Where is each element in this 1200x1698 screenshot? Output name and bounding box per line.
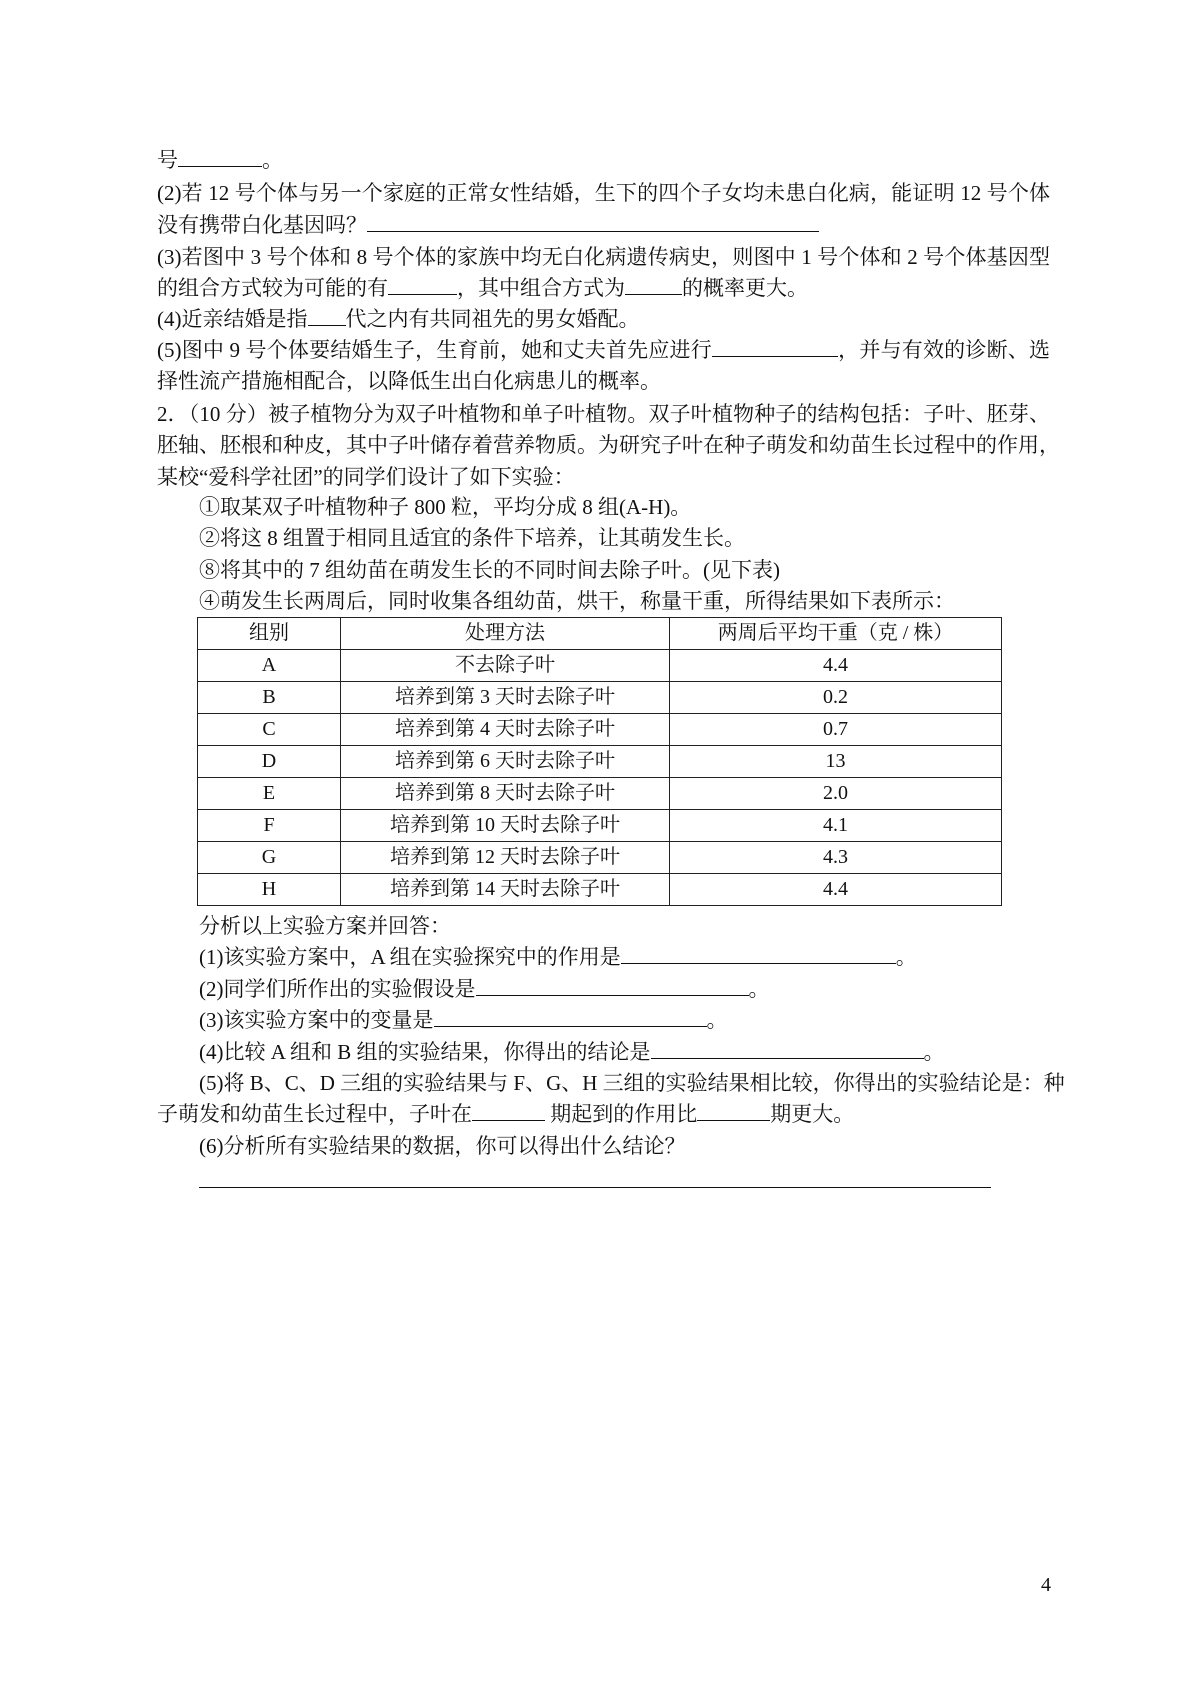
table-row (198, 874, 1002, 906)
cell-group: G (198, 842, 341, 874)
text-segment: (1)该实验方案中，A 组在实验探究中的作用是 (199, 945, 621, 969)
text-segment: ④萌发生长两周后，同时收集各组幼苗，烘干，称量干重，所得结果如下表所示： (199, 589, 955, 613)
header-group: 组别 (198, 618, 341, 650)
answer-blank[interactable] (367, 209, 819, 232)
answer-blank[interactable] (625, 272, 682, 295)
text-segment: 分析以上实验方案并回答： (199, 914, 451, 938)
text-segment: 。 (748, 977, 770, 1001)
cell-group: H (198, 874, 341, 906)
text-line (199, 1130, 685, 1162)
cell-treatment: 培养到第 3 天时去除子叶 (341, 682, 670, 714)
answer-blank[interactable] (434, 1004, 707, 1027)
text-line (199, 585, 955, 617)
cell-dry-weight: 0.7 (670, 714, 1002, 746)
text-line (199, 941, 917, 973)
cell-treatment: 培养到第 4 天时去除子叶 (341, 714, 670, 746)
text-segment: 胚轴、胚根和种皮，其中子叶储存着营养物质。为研究子叶在种子萌发和幼苗生长过程中的作用， (157, 433, 1060, 457)
text-segment: 没有携带白化基因吗？ (157, 213, 367, 237)
cell-dry-weight: 2.0 (670, 778, 1002, 810)
text-line (157, 461, 575, 493)
text-segment: 。 (895, 945, 917, 969)
answer-blank[interactable] (621, 941, 896, 964)
text-segment: (3)该实验方案中的变量是 (199, 1008, 434, 1032)
answer-blank[interactable] (178, 144, 262, 167)
text-line (199, 1067, 1065, 1099)
answer-blank[interactable] (388, 272, 457, 295)
text-segment: 2．（10 分）被子植物分为双子叶植物和单子叶植物。双子叶植物种子的结构包括：子叶、胚芽、 (157, 402, 1050, 426)
cell-dry-weight: 4.1 (670, 810, 1002, 842)
text-segment: 子萌发和幼苗生长过程中，子叶在 (157, 1102, 472, 1126)
text-line (157, 334, 1050, 366)
text-line (199, 1004, 728, 1036)
text-segment: 期更大。 (770, 1102, 855, 1126)
header-treatment: 处理方法 (341, 618, 670, 650)
cell-treatment: 培养到第 12 天时去除子叶 (341, 842, 670, 874)
cell-treatment: 培养到第 8 天时去除子叶 (341, 778, 670, 810)
text-segment: 号 (157, 148, 178, 172)
table-row (198, 650, 1002, 682)
table-row (198, 682, 1002, 714)
text-segment: (4)近亲结婚是指 (157, 307, 308, 331)
experiment-results-table (197, 617, 1002, 906)
text-segment: 。 (262, 148, 283, 172)
text-segment: 择性流产措施相配合，以降低生出白化病患儿的概率。 (157, 369, 661, 393)
cell-dry-weight: 13 (670, 746, 1002, 778)
text-line (199, 1036, 945, 1068)
table-row (198, 778, 1002, 810)
text-line (157, 303, 640, 335)
cell-group: D (198, 746, 341, 778)
text-line (199, 522, 745, 554)
page-number: 4 (1041, 1574, 1051, 1596)
text-segment: 的概率更大。 (682, 276, 808, 300)
cell-treatment: 不去除子叶 (341, 650, 670, 682)
answer-blank[interactable] (472, 1098, 545, 1121)
cell-group: C (198, 714, 341, 746)
cell-treatment: 培养到第 14 天时去除子叶 (341, 874, 670, 906)
cell-dry-weight: 4.3 (670, 842, 1002, 874)
text-segment: 代之内有共同祖先的男女婚配。 (345, 307, 640, 331)
answer-blank[interactable] (476, 973, 749, 996)
text-line (157, 429, 1060, 461)
text-segment: 。 (923, 1040, 945, 1064)
table-row (198, 810, 1002, 842)
cell-dry-weight: 4.4 (670, 874, 1002, 906)
text-line (157, 177, 1050, 209)
text-segment: ②将这 8 组置于相同且适宜的条件下培养，让其萌发生长。 (199, 526, 745, 550)
table-row (198, 746, 1002, 778)
text-segment: 期起到的作用比 (545, 1102, 698, 1126)
text-segment: (2)同学们所作出的实验假设是 (199, 977, 476, 1001)
cell-group: F (198, 810, 341, 842)
text-segment: (6)分析所有实验结果的数据，你可以得出什么结论？ (199, 1134, 686, 1158)
cell-dry-weight: 4.4 (670, 650, 1002, 682)
text-segment: 。 (706, 1008, 728, 1032)
cell-group: B (198, 682, 341, 714)
cell-group: A (198, 650, 341, 682)
text-line (157, 272, 808, 304)
answer-blank[interactable] (697, 1098, 770, 1121)
text-line (199, 973, 770, 1005)
text-segment: (5)将 B、C、D 三组的实验结果与 F、G、H 三组的实验结果相比较，你得出的实验结论是：种 (199, 1071, 1065, 1095)
text-segment: 某校“爱科学社团”的同学们设计了如下实验： (157, 465, 575, 489)
text-segment: ①取某双子叶植物种子 800 粒，平均分成 8 组(A-H)。 (199, 495, 692, 519)
cell-dry-weight: 0.2 (670, 682, 1002, 714)
cell-treatment: 培养到第 6 天时去除子叶 (341, 746, 670, 778)
text-segment: (5)图中 9 号个体要结婚生子，生育前，她和丈夫首先应进行 (157, 338, 712, 362)
text-line (199, 910, 451, 942)
text-line (199, 491, 691, 523)
text-segment: ，其中组合方式为 (457, 276, 625, 300)
text-segment: 的组合方式较为可能的有 (157, 276, 388, 300)
text-line (157, 241, 1050, 273)
text-line (157, 398, 1050, 430)
table-row (198, 714, 1002, 746)
cell-group: E (198, 778, 341, 810)
answer-line-q6[interactable] (199, 1187, 991, 1188)
answer-blank[interactable] (308, 303, 346, 326)
text-line (157, 209, 819, 241)
answer-blank[interactable] (651, 1036, 924, 1059)
text-segment: (4)比较 A 组和 B 组的实验结果，你得出的结论是 (199, 1040, 651, 1064)
table-row (198, 842, 1002, 874)
text-segment: ，并与有效的诊断、选 (837, 338, 1050, 362)
text-segment: (2)若 12 号个体与另一个家庭的正常女性结婚，生下的四个子女均未患白化病，能证明 12 号个体 (157, 181, 1050, 205)
text-line (199, 554, 780, 586)
text-line (157, 144, 283, 176)
text-segment: ⑧将其中的 7 组幼苗在萌发生长的不同时间去除子叶。(见下表) (199, 558, 780, 582)
text-segment: (3)若图中 3 号个体和 8 号个体的家族中均无白化病遗传病史，则图中 1 号个体和 2 号个体基因型 (157, 245, 1050, 269)
answer-blank[interactable] (712, 334, 838, 357)
text-line (157, 365, 661, 397)
cell-treatment: 培养到第 10 天时去除子叶 (341, 810, 670, 842)
table-header-row (198, 618, 1002, 650)
text-line (157, 1098, 854, 1130)
header-dry-weight: 两周后平均干重（克 / 株） (670, 618, 1002, 650)
